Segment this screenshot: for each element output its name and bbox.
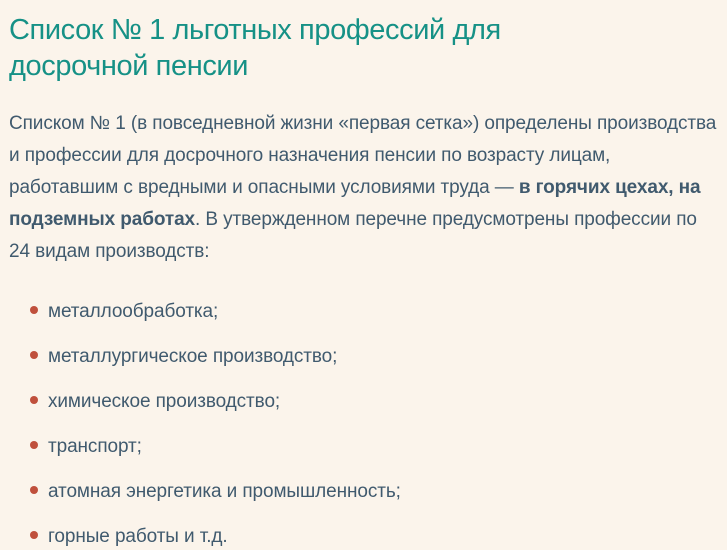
list-item-label: горные работы и т.д. (48, 526, 228, 547)
bullet-icon (30, 351, 38, 359)
intro-paragraph (9, 108, 717, 268)
bullet-icon (30, 531, 38, 539)
list-item-label: металлургическое производство; (48, 346, 338, 367)
list-item (30, 389, 717, 415)
paragraph-text-before: Списком № 1 (в повседневной жизни «первая сетка») определены производства и профессии для досрочного назначения пенсии по возрасту лицам, работавшим с вредными и опасными условиями труда — (9, 113, 717, 198)
bullet-icon (30, 396, 38, 404)
paragraph-bold-text: в горячих цехах, на подземных работах (9, 177, 701, 230)
paragraph-text-after: . В утвержденном перечне предусмотрены профессии по 24 видам производств: (9, 209, 697, 262)
list-item-label: металлообработка; (48, 301, 219, 322)
list-item (30, 434, 717, 460)
page-title: Список № 1 льготных профессий для досрочной пенсии (9, 14, 501, 82)
list-item (30, 299, 717, 325)
list-item (30, 524, 717, 550)
bullet-icon (30, 441, 38, 449)
list-item (30, 479, 717, 505)
list-item-label: транспорт; (48, 436, 142, 457)
list-item (30, 344, 717, 370)
list-item-label: химическое производство; (48, 391, 281, 412)
list-item-label: атомная энергетика и промышленность; (48, 481, 401, 502)
bullet-icon (30, 306, 38, 314)
professions-list (9, 299, 717, 550)
bullet-icon (30, 486, 38, 494)
